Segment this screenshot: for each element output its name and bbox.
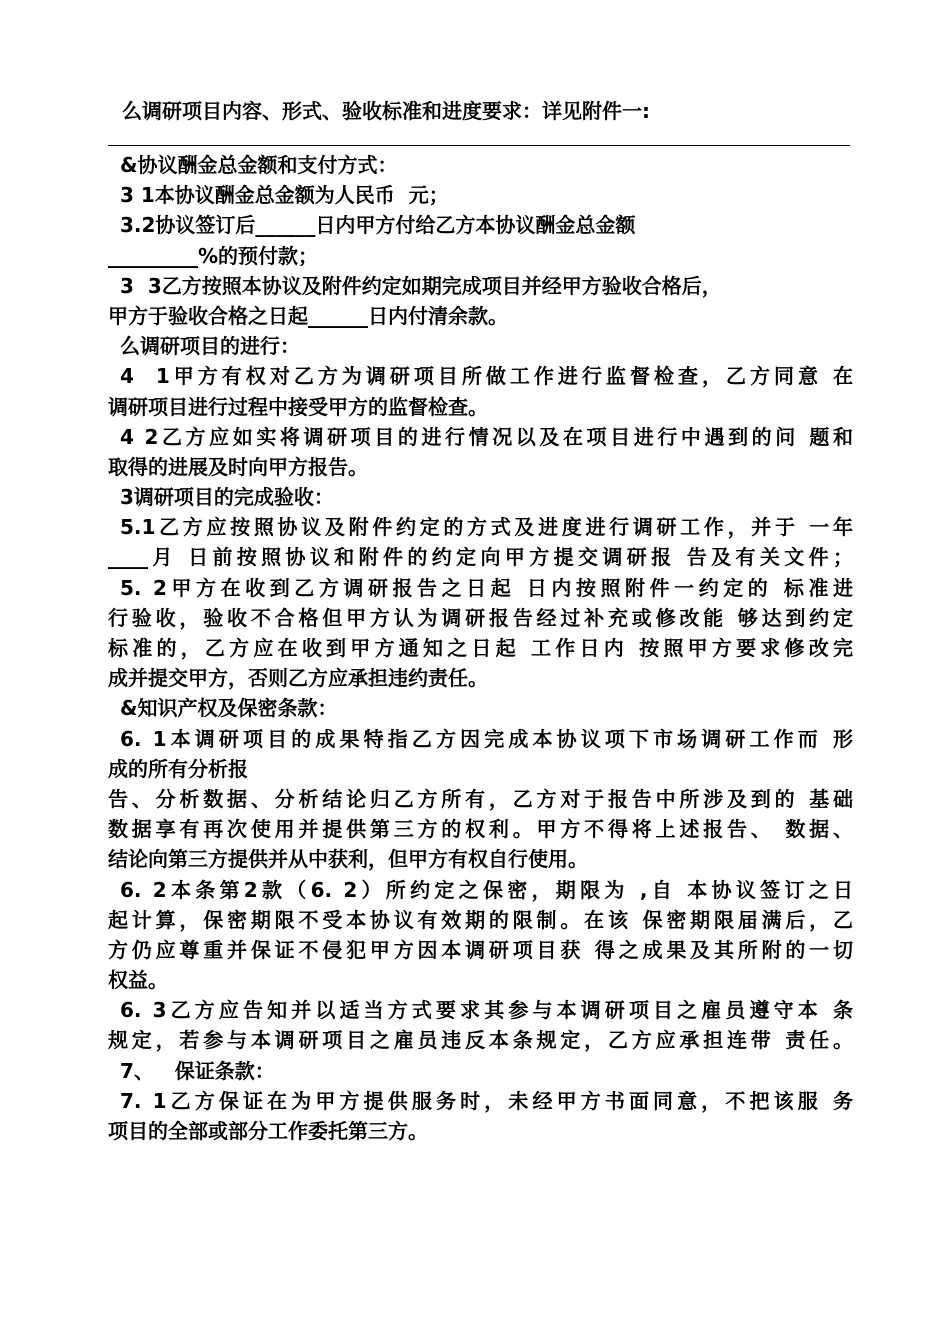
text-line: &知识产权及保密条款：	[120, 696, 338, 721]
text-line: _________%的预付款；	[108, 243, 319, 268]
text-line: 方仍应尊重并保证不侵犯甲方因本调研项目获 得之成果及其所附的一切	[108, 937, 853, 962]
text-line: 4 2乙方应如实将调研项目的进行情况以及在项目进行中遇到的问 题和	[120, 424, 853, 449]
text-line: 3.2协议签订后______日内甲方付给乙方本协议酬金总金额	[120, 213, 636, 238]
text-line: 5.1乙方应按照协议及附件约定的方式及进度进行调研工作，并于 一年	[120, 515, 853, 540]
text-line: 4 1甲方有权对乙方为调研项目所做工作进行监督检查，乙方同意 在	[120, 364, 853, 389]
text-line: 成并提交甲方，否则乙方应承担违约责任。	[108, 666, 488, 691]
text-line: 甲方于验收合格之日起______日内付清余款。	[108, 303, 508, 328]
text-line: &协议酬金总金额和支付方式：	[120, 153, 398, 177]
text-line: 数据享有再次使用并提供第三方的权利。甲方不得将上述报告、 数据、	[108, 817, 853, 842]
text-line: ____月 日前按照协议和附件的约定向甲方提交调研报 告及有关文件；	[108, 545, 853, 570]
text-line: 权益。	[108, 968, 168, 993]
text-line: 结论向第三方提供并从中获利，但甲方有权自行使用。	[108, 847, 588, 872]
text-line: 7. 1乙方保证在为甲方提供服务时，未经甲方书面同意，不把该服 务	[120, 1088, 853, 1113]
horizontal-rule	[108, 145, 850, 146]
text-line: 3 1本协议酬金总金额为人民币 元；	[120, 183, 449, 208]
text-line: 调研项目进行过程中接受甲方的监督检查。	[108, 394, 488, 419]
text-line: 6. 1本调研项目的成果特指乙方因完成本协议项下市场调研工作而 形	[120, 726, 853, 751]
text-line: 规定，若参与本调研项目之雇员违反本条规定，乙方应承担连带 责任。	[108, 1028, 853, 1053]
text-line: 告、分析数据、分析结论归乙方所有，乙方对于报告中所涉及到的 基础	[108, 786, 853, 811]
document-body	[108, 150, 853, 1146]
text-line: 7、 保证条款：	[120, 1058, 275, 1083]
text-line: 6. 2本条第2款（6. 2）所约定之保密，期限为 ,自 本协议签订之日	[120, 877, 853, 902]
text-line: 标准的，乙方应在收到甲方通知之日起 工作日内 按照甲方要求修改完	[108, 636, 853, 660]
section-heading-2: 么调研项目内容、形式、验收标准和进度要求：详见附件一:	[122, 99, 650, 123]
text-line: 么调研项目的进行：	[120, 334, 300, 359]
text-line: 6. 3乙方应告知并以适当方式要求其参与本调研项目之雇员遵守本 条	[120, 998, 853, 1023]
text-line: 取得的进展及时向甲方报告。	[108, 454, 368, 479]
text-line: 起计算，保密期限不受本协议有效期的限制。在该 保密期限届满后，乙	[108, 907, 853, 932]
text-line: 行验收，验收不合格但甲方认为调研报告经过补充或修改能 够达到约定	[108, 605, 853, 630]
text-line: 成的所有分析报	[108, 756, 248, 781]
text-line: 5. 2甲方在收到乙方调研报告之日起 日内按照附件一约定的 标准进	[120, 575, 853, 600]
text-line: 3 3乙方按照本协议及附件约定如期完成项目并经甲方验收合格后，	[120, 273, 722, 298]
text-line: 3调研项目的完成验收：	[120, 485, 334, 510]
text-line: 项目的全部或部分工作委托第三方。	[108, 1119, 428, 1143]
